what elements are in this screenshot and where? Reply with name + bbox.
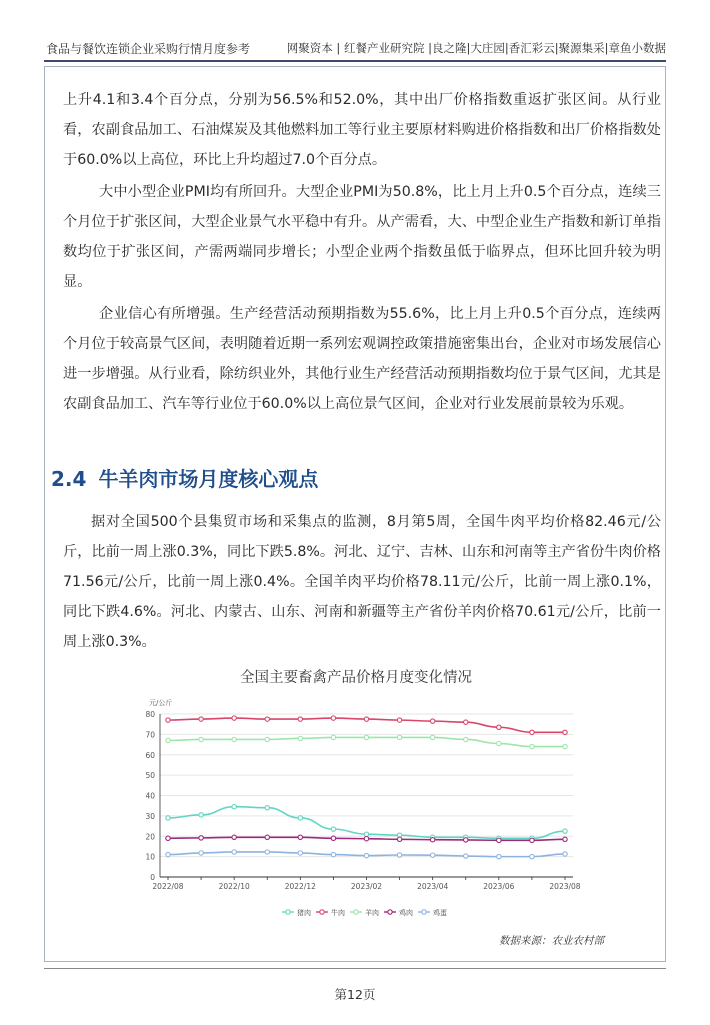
x-tick-label: 2023/06 bbox=[483, 882, 515, 891]
data-point bbox=[563, 744, 567, 748]
data-point bbox=[430, 853, 434, 857]
y-tick-label: 30 bbox=[145, 811, 155, 821]
data-point bbox=[397, 853, 401, 857]
data-point bbox=[166, 718, 170, 722]
data-point bbox=[563, 837, 567, 841]
data-point bbox=[563, 829, 567, 833]
data-point bbox=[530, 838, 534, 842]
y-tick-label: 80 bbox=[145, 710, 155, 719]
data-point bbox=[364, 836, 368, 840]
y-tick-label: 20 bbox=[145, 832, 155, 842]
data-point bbox=[464, 854, 468, 858]
y-tick-label: 60 bbox=[145, 750, 155, 760]
legend-label: 猪肉 bbox=[297, 909, 311, 917]
data-point bbox=[265, 717, 269, 721]
data-point bbox=[497, 741, 501, 745]
chart-source: 数据来源：农业农村部 bbox=[499, 935, 604, 947]
data-point bbox=[232, 850, 236, 854]
data-point bbox=[364, 735, 368, 739]
y-tick-label: 70 bbox=[145, 730, 155, 740]
data-point bbox=[331, 852, 335, 856]
data-point bbox=[464, 737, 468, 741]
x-tick-label: 2023/04 bbox=[417, 882, 449, 891]
y-tick-label: 50 bbox=[145, 771, 155, 781]
data-point bbox=[298, 851, 302, 855]
legend-marker bbox=[388, 910, 392, 914]
data-point bbox=[166, 852, 170, 856]
data-point bbox=[232, 716, 236, 720]
paragraph-enterprise-pmi: 大中小型企业PMI均有所回升。大型企业PMI为50.8%，比上月上升0.5个百分点，连续三个月位于扩张区间，大型企业景气水平稳中有升。从产需看，大、中型企业生产指数和新订单指数均位于扩张区间，产需两端同步增长；小型企业两个指数虽低于临界点，但环比回升较为明显。 bbox=[63, 184, 661, 290]
paragraph-pmi-prices: 上升4.1和3.4个百分点，分别为56.5%和52.0%，其中出厂价格指数重返扩张区间。从行业看，农副食品加工、石油煤炭及其他燃料加工等行业主要原材料购进价格指数和出厂价格指数处于60.0%以上高位，环比上升均超过7.0个百分点。 bbox=[63, 92, 661, 168]
data-point bbox=[166, 816, 170, 820]
x-tick-label: 2023/08 bbox=[549, 882, 581, 891]
legend-marker bbox=[354, 910, 358, 914]
data-point bbox=[331, 827, 335, 831]
data-point bbox=[464, 838, 468, 842]
x-tick-label: 2023/02 bbox=[350, 882, 383, 891]
legend-label: 鸡肉 bbox=[399, 909, 413, 917]
x-tick-label: 2022/10 bbox=[218, 882, 250, 891]
data-point bbox=[265, 835, 269, 839]
data-point bbox=[464, 720, 468, 724]
data-point bbox=[497, 838, 501, 842]
y-tick-label: 10 bbox=[145, 852, 155, 862]
data-point bbox=[199, 717, 203, 721]
series-4 bbox=[166, 850, 567, 859]
data-point bbox=[199, 836, 203, 840]
data-point bbox=[331, 735, 335, 739]
header-left-title: 食品与餐饮连锁企业采购行情月度参考 bbox=[46, 42, 251, 56]
data-point bbox=[364, 853, 368, 857]
data-point bbox=[298, 816, 302, 820]
data-point bbox=[298, 736, 302, 740]
legend-marker bbox=[286, 910, 290, 914]
series-0 bbox=[166, 805, 567, 841]
series-2 bbox=[166, 735, 567, 749]
data-point bbox=[298, 717, 302, 721]
data-point bbox=[430, 719, 434, 723]
data-point bbox=[497, 725, 501, 729]
data-point bbox=[232, 805, 236, 809]
section-title: 牛羊肉市场月度核心观点 bbox=[98, 467, 319, 491]
chart-title: 全国主要畜禽产品价格月度变化情况 bbox=[240, 670, 472, 686]
data-point bbox=[430, 735, 434, 739]
x-tick-label: 2022/08 bbox=[152, 882, 184, 891]
data-point bbox=[199, 851, 203, 855]
data-point bbox=[199, 737, 203, 741]
x-tick-label: 2022/12 bbox=[284, 882, 316, 891]
paragraph-beef-mutton-prices: 据对全国500个县集贸市场和采集点的监测，8月第5周，全国牛肉平均价格82.46元/公斤，比前一周上涨0.3%，同比下跌5.8%。河北、辽宁、吉林、山东和河南等主产省份牛肉价格71.56元/公斤，比前一周上涨0.4%。全国羊肉平均价格78.11元/公斤，比前一周上涨0.1%，同比下跌4.6%。河北、内蒙古、山东、河南和新疆等主产省份羊肉价格70.61元/公斤，比前一周上涨0.3%。 bbox=[63, 514, 661, 650]
data-point bbox=[166, 836, 170, 840]
legend-label: 鸡蛋 bbox=[433, 909, 447, 917]
data-point bbox=[232, 737, 236, 741]
data-point bbox=[265, 850, 269, 854]
data-point bbox=[497, 854, 501, 858]
data-point bbox=[563, 730, 567, 734]
series-1 bbox=[166, 716, 567, 735]
data-point bbox=[166, 738, 170, 742]
data-point bbox=[397, 837, 401, 841]
legend-marker bbox=[320, 910, 324, 914]
legend-label: 牛肉 bbox=[331, 909, 345, 917]
page-number: 第12页 bbox=[334, 987, 376, 1002]
paragraph-enterprise-confidence: 企业信心有所增强。生产经营活动预期指数为55.6%，比上月上升0.5个百分点，连续两个月位于较高景气区间，表明随着近期一系列宏观调控政策措施密集出台，企业对市场发展信心进一步增强。从行业看，除纺织业外，其他行业生产经营活动预期指数均位于景气区间，尤其是农副食品加工、汽车等行业位于60.0%以上高位景气区间，企业对行业发展前景较为乐观。 bbox=[63, 306, 661, 412]
section-number: 2.4 bbox=[51, 467, 87, 491]
data-point bbox=[232, 835, 236, 839]
legend-label: 羊肉 bbox=[365, 909, 379, 917]
header-right-sources: 网聚资本 | 红餐产业研究院 |良之隆|大庄园|香汇彩云|聚源集采|章鱼小数据 bbox=[286, 41, 666, 55]
data-point bbox=[265, 737, 269, 741]
data-point bbox=[364, 717, 368, 721]
footer-rule bbox=[44, 968, 666, 969]
data-point bbox=[397, 735, 401, 739]
data-point bbox=[430, 838, 434, 842]
data-point bbox=[530, 744, 534, 748]
data-point bbox=[364, 832, 368, 836]
data-point bbox=[298, 835, 302, 839]
y-tick-label: 0 bbox=[150, 873, 155, 882]
data-point bbox=[199, 813, 203, 817]
y-tick-label: 40 bbox=[145, 791, 155, 801]
data-point bbox=[530, 730, 534, 734]
chart-ylabel: 元/公斤 bbox=[149, 699, 173, 707]
data-point bbox=[563, 852, 567, 856]
data-point bbox=[331, 836, 335, 840]
data-point bbox=[331, 716, 335, 720]
data-point bbox=[397, 718, 401, 722]
legend-marker bbox=[422, 910, 426, 914]
data-point bbox=[265, 806, 269, 810]
data-point bbox=[530, 854, 534, 858]
